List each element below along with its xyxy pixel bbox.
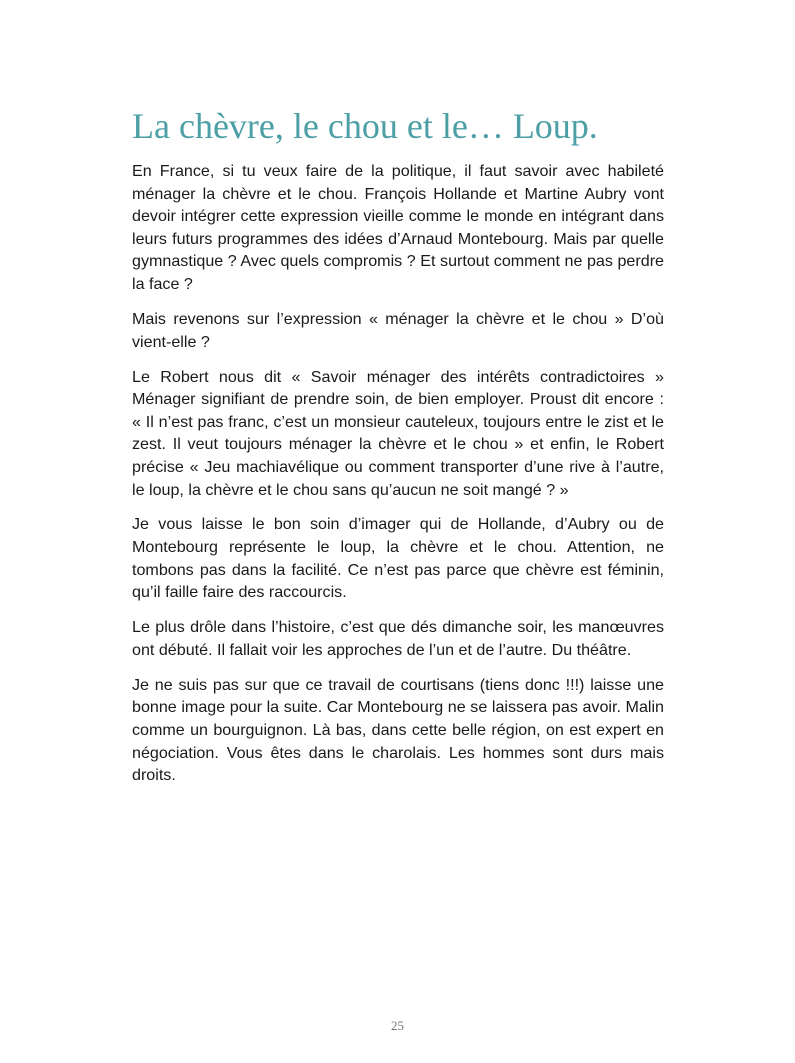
paragraph-6: Je ne suis pas sur que ce travail de courtisans (tiens donc !!!) laisse une bonne image pour la suite. Car Montebourg ne se laissera pas avoir. Malin comme un bourguignon. Là bas, dans cette belle région, on est expert en négociation. Vous êtes dans le charolais. Les hommes sont durs mais droits. <box>132 675 664 785</box>
page-title: La chèvre, le chou et le… Loup. <box>132 106 598 146</box>
page-number: 25 <box>391 1018 404 1033</box>
paragraph-4: Je vous laisse le bon soin d’imager qui de Hollande, d’Aubry ou de Montebourg représente le loup, la chèvre et le chou. Attention, ne tombons pas dans la facilité. Ce n’est pas parce que chèvre est féminin, qu’il faille faire des raccourcis. <box>132 515 664 602</box>
paragraph-5: Le plus drôle dans l’histoire, c’est que dés dimanche soir, les manœuvres ont débuté. Il fallait voir les approches de l’un et de l’autre. Du théâtre. <box>132 618 664 659</box>
paragraph-3: Le Robert nous dit « Savoir ménager des intérêts contradictoires » Ménager signifiant de prendre soin, de bien employer. Proust dit encore : « Il n’est pas franc, c’est un monsieur cauteleux, toujours entre le zist et le zest. Il veut toujours ménager la chèvre et le chou » et enfin, le Robert précise « Jeu machiavélique ou comment transporter d’une rive à l’autre, le loup, la chèvre et le chou sans qu’aucun ne soit mangé ? » <box>132 367 664 499</box>
paragraph-2: Mais revenons sur l’expression « ménager la chèvre et le chou » D’où vient-elle ? <box>132 309 664 351</box>
article-body <box>132 160 664 799</box>
paragraph-1: En France, si tu veux faire de la politique, il faut savoir avec habileté ménager la chèvre et le chou. François Hollande et Martine Aubry vont devoir intégrer cette expression vieille comme le monde en intégrant dans leurs futurs programmes des idées d’Arnaud Montebourg. Mais par quelle gymnastique ? Avec quels compromis ? Et surtout comment ne pas perdre la face ? <box>132 162 664 293</box>
